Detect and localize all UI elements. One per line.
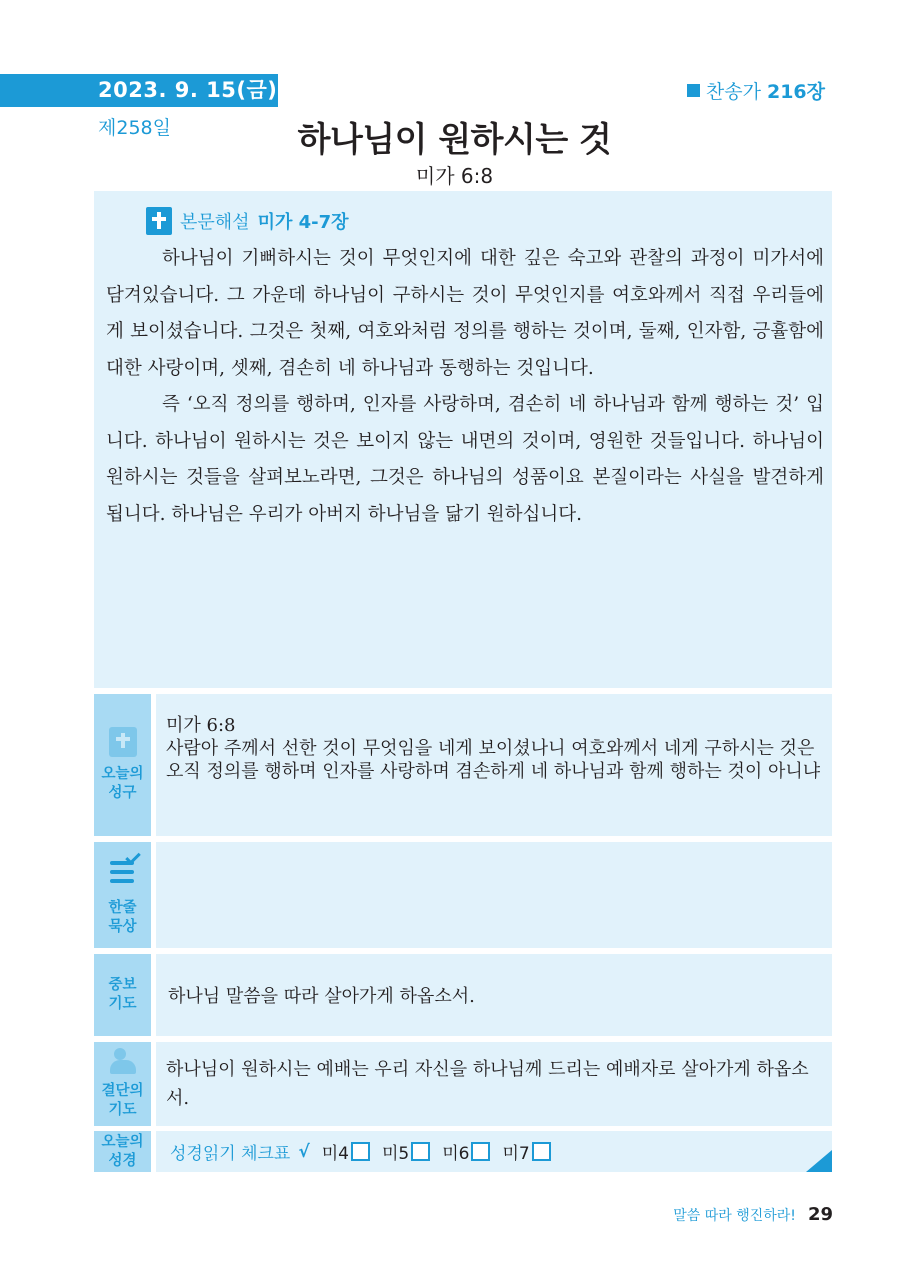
- checkbox[interactable]: [411, 1142, 430, 1161]
- verse-of-day-row: [94, 694, 832, 836]
- commentary-heading-label: 본문해설: [180, 212, 250, 233]
- meditation-input-area[interactable]: [156, 842, 832, 948]
- intercession-row: [94, 954, 832, 1036]
- checklist-icon: [106, 853, 140, 891]
- praying-person-icon: [106, 1048, 140, 1074]
- reading-checklist: [156, 1131, 832, 1172]
- label-line: 성구: [108, 785, 137, 801]
- square-bullet-icon: [687, 84, 700, 97]
- checkmark-icon: √: [298, 1141, 310, 1162]
- label-line: 오늘의: [101, 766, 144, 782]
- checkbox[interactable]: [351, 1142, 370, 1161]
- label-line: 오늘의: [101, 1133, 144, 1150]
- commentary-paragraph: 즉 ‘오직 정의를 행하며, 인자를 사랑하며, 겸손히 네 하나님과 함께 행하는 것’ 입니다. 하나님이 원하시는 것은 보이지 않는 내면의 것이며, 영원한 것들입니다. 하나님이 원하시는 것들을 살펴보노라면, 그것은 하나님의 성품이요 본질이라는 사실을 발견하게 됩니다. 하나님은 우리가 아버지 하나님을 닮기 원하십니다.: [106, 394, 824, 525]
- meditation-row: [94, 842, 832, 948]
- verse-text: 사람아 주께서 선한 것이 무엇임을 네게 보이셨나니 여호와께서 네게 구하시는 것은 오직 정의를 행하며 인자를 사랑하며 겸손하게 네 하나님과 함께 행하는 것이 아니냐: [166, 738, 821, 782]
- label-line: 결단의: [101, 1083, 144, 1099]
- verse-reference: 미가 6:8: [166, 715, 236, 736]
- commentary-heading: [146, 207, 349, 235]
- checklist-label: 성경읽기 체크표: [170, 1144, 291, 1164]
- chapter-checkbox-mi6[interactable]: 미6: [442, 1139, 490, 1164]
- intercession-label: [94, 954, 151, 1036]
- bible-cross-icon: [146, 207, 172, 235]
- date-banner: 2023. 9. 15(금): [0, 74, 278, 107]
- scripture-reference: 미가 6:8: [415, 164, 494, 188]
- hymn-number: 216장: [766, 81, 825, 103]
- label-line: 기도: [108, 1102, 137, 1118]
- page-title: 하나님이 원하시는 것: [297, 120, 612, 160]
- label-line: 묵상: [108, 919, 137, 935]
- checkbox[interactable]: [532, 1142, 551, 1161]
- label-line: 한줄: [108, 900, 137, 916]
- verse-of-day-label: [94, 694, 151, 836]
- resolution-label: [94, 1042, 151, 1126]
- hymn-prefix: 찬송가: [705, 81, 761, 103]
- reading-row: [94, 1131, 832, 1172]
- chapter-checkbox-mi5[interactable]: 미5: [382, 1139, 430, 1164]
- reading-label: [94, 1131, 151, 1172]
- meditation-label: [94, 842, 151, 948]
- resolution-row: [94, 1042, 832, 1126]
- checkbox[interactable]: [471, 1142, 490, 1161]
- commentary-book-range: 미가 4-7장: [257, 212, 349, 233]
- resolution-text: 하나님이 원하시는 예배는 우리 자신을 하나님께 드리는 예배자로 살아가게 하옵소서.: [156, 1042, 832, 1126]
- day-count: 제258일: [98, 117, 171, 139]
- commentary-paragraph: 하나님이 기뻐하시는 것이 무엇인지에 대한 깊은 숙고와 관찰의 과정이 미가서에 담겨있습니다. 그 가운데 하나님이 구하시는 것이 무엇인지를 여호와께서 직접 우리들에게 보이셨습니다. 그것은 첫째, 여호와처럼 정의를 행하는 것이며, 둘째, 인자함, 긍휼함에 대한 사랑이며, 셋째, 겸손히 네 하나님과 동행하는 것입니다.: [106, 248, 824, 379]
- footer-slogan: 말씀 따라 행진하라!: [673, 1208, 796, 1224]
- chapter-checkbox-mi7[interactable]: 미7: [502, 1139, 550, 1164]
- corner-fold-icon: [806, 1150, 832, 1172]
- label-line: 중보: [108, 977, 137, 993]
- chapter-checkbox-mi4[interactable]: 미4: [322, 1139, 370, 1164]
- intercession-text: 하나님 말씀을 따라 살아가게 하옵소서.: [156, 954, 832, 1036]
- verse-of-day-content: [156, 694, 832, 836]
- commentary-body: [106, 241, 824, 533]
- label-line: 성경: [108, 1152, 137, 1169]
- label-line: 기도: [108, 996, 137, 1012]
- bible-icon: [109, 727, 137, 757]
- page-number: 29: [807, 1204, 833, 1225]
- commentary-panel: [94, 191, 832, 688]
- hymn-reference: [687, 77, 825, 104]
- footer: [673, 1204, 833, 1225]
